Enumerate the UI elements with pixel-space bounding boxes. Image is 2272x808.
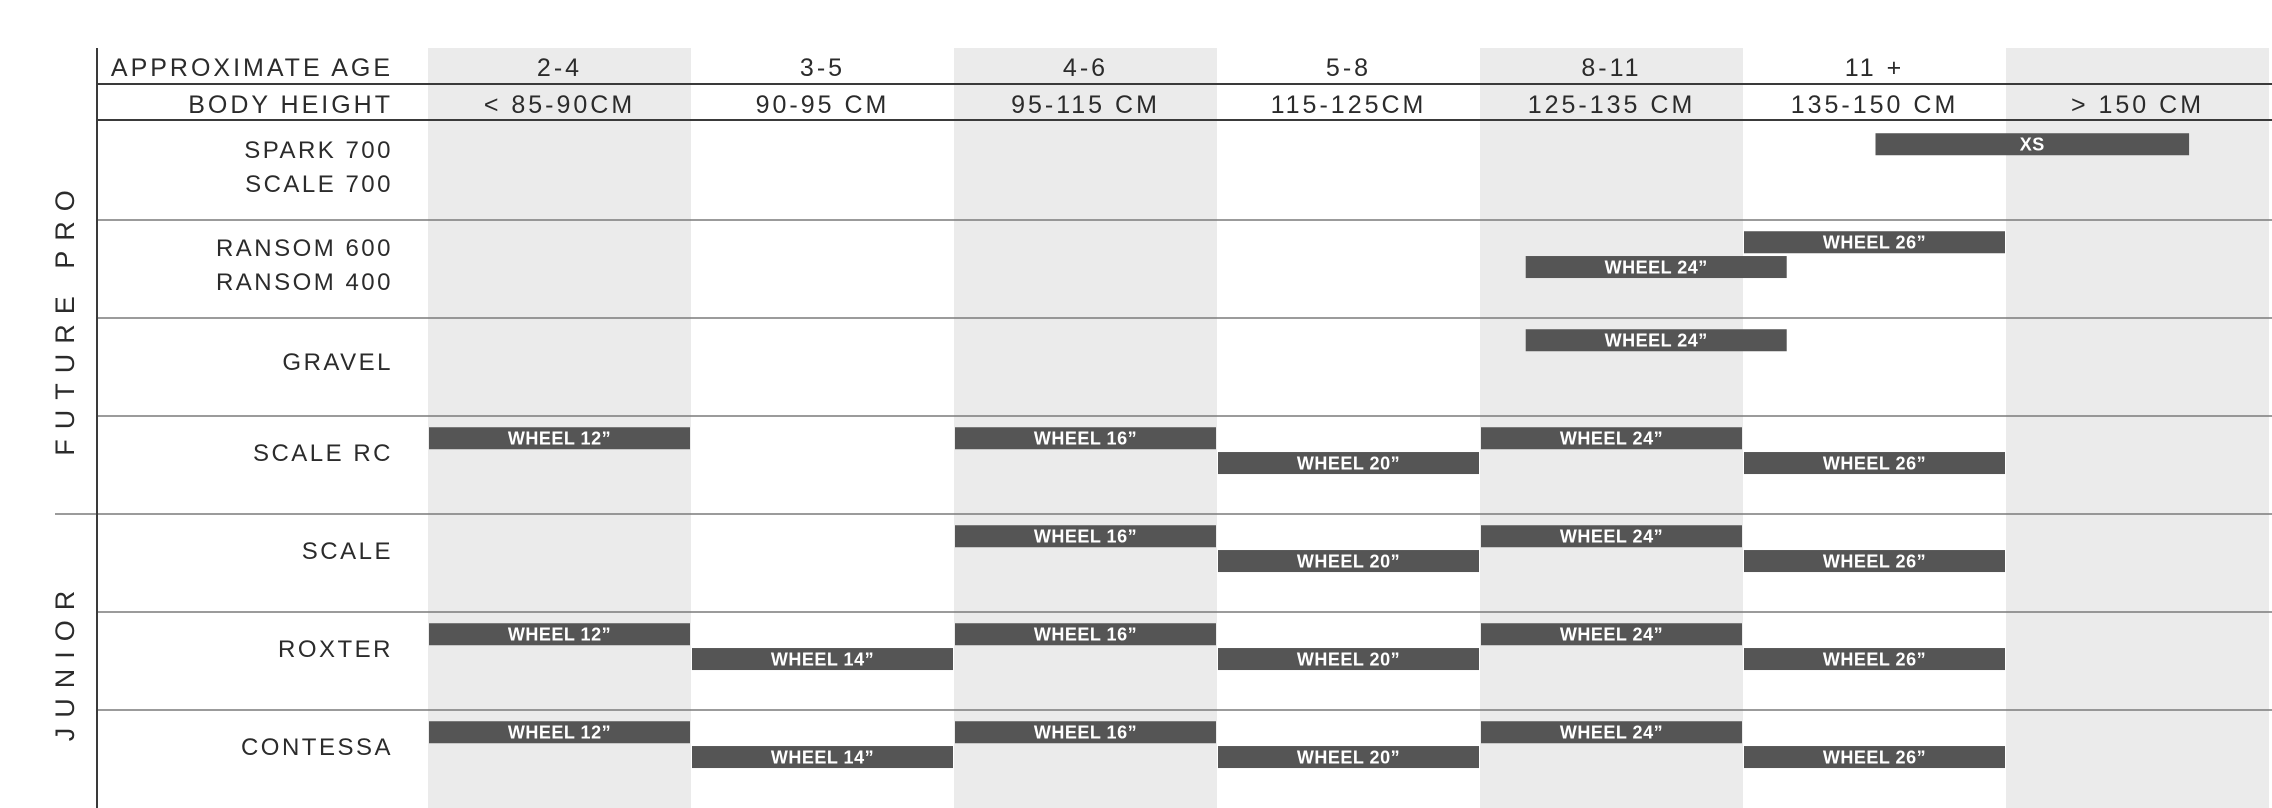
- size-bar-label: WHEEL 24”: [1604, 257, 1708, 278]
- header-cell: 5-8: [1325, 54, 1372, 82]
- model-name: RANSOM 400: [215, 269, 393, 296]
- header-cell: 90-95 CM: [755, 91, 890, 119]
- model-name: SCALE RC: [252, 440, 393, 467]
- size-bar-label: WHEEL 26”: [1822, 747, 1927, 768]
- size-bar-label: WHEEL 26”: [1822, 551, 1927, 572]
- header-label: APPROXIMATE AGE: [110, 54, 393, 82]
- size-bar-label: XS: [2019, 134, 2045, 155]
- header-cell: 3-5: [799, 54, 846, 82]
- size-bar-label: WHEEL 26”: [1822, 649, 1927, 670]
- size-bar-label: WHEEL 20”: [1296, 747, 1401, 768]
- model-name: ROXTER: [277, 636, 393, 663]
- header-cell: 4-6: [1062, 54, 1109, 82]
- size-bar-label: WHEEL 26”: [1822, 453, 1927, 474]
- shaded-column: [2006, 48, 2269, 808]
- size-bar-label: WHEEL 20”: [1296, 551, 1401, 572]
- size-bar-label: WHEEL 16”: [1033, 428, 1138, 449]
- size-bar-label: WHEEL 14”: [770, 747, 875, 768]
- size-bar-label: WHEEL 26”: [1822, 232, 1927, 253]
- header-label: BODY HEIGHT: [188, 91, 393, 119]
- model-name: SPARK 700: [244, 137, 393, 164]
- size-bar-label: WHEEL 16”: [1033, 526, 1138, 547]
- model-name: GRAVEL: [282, 349, 393, 376]
- header-cell: 11 +: [1844, 54, 1905, 82]
- model-name: RANSOM 600: [215, 235, 393, 262]
- header-cell: 115-125CM: [1270, 91, 1427, 119]
- size-bar-label: WHEEL 24”: [1604, 330, 1708, 351]
- group-label: JUNIOR: [50, 580, 80, 742]
- size-bar-label: WHEEL 24”: [1559, 722, 1664, 743]
- header-cell: 95-115 CM: [1011, 91, 1160, 119]
- model-name: SCALE: [301, 538, 393, 565]
- size-bar-label: WHEEL 12”: [507, 722, 612, 743]
- header-cell: > 150 CM: [2070, 91, 2205, 119]
- size-bar-label: WHEEL 12”: [507, 428, 612, 449]
- size-bar-label: WHEEL 16”: [1033, 624, 1138, 645]
- header-cell: 135-150 CM: [1790, 91, 1959, 119]
- size-bar-label: WHEEL 12”: [507, 624, 612, 645]
- header-cell: < 85-90CM: [483, 91, 636, 119]
- size-bar-label: WHEEL 24”: [1559, 526, 1664, 547]
- size-bar-label: WHEEL 16”: [1033, 722, 1138, 743]
- model-name: CONTESSA: [240, 734, 393, 761]
- model-name: SCALE 700: [245, 171, 393, 198]
- size-bar-label: WHEEL 24”: [1559, 624, 1664, 645]
- header-cell: 8-11: [1581, 54, 1642, 82]
- size-bar-label: WHEEL 24”: [1559, 428, 1664, 449]
- header-cell: 2-4: [536, 54, 583, 82]
- size-bar-label: WHEEL 20”: [1296, 453, 1401, 474]
- size-bar-label: WHEEL 20”: [1296, 649, 1401, 670]
- header-cell: 125-135 CM: [1527, 91, 1696, 119]
- group-label: FUTURE PRO: [50, 180, 80, 456]
- size-bar-label: WHEEL 14”: [770, 649, 875, 670]
